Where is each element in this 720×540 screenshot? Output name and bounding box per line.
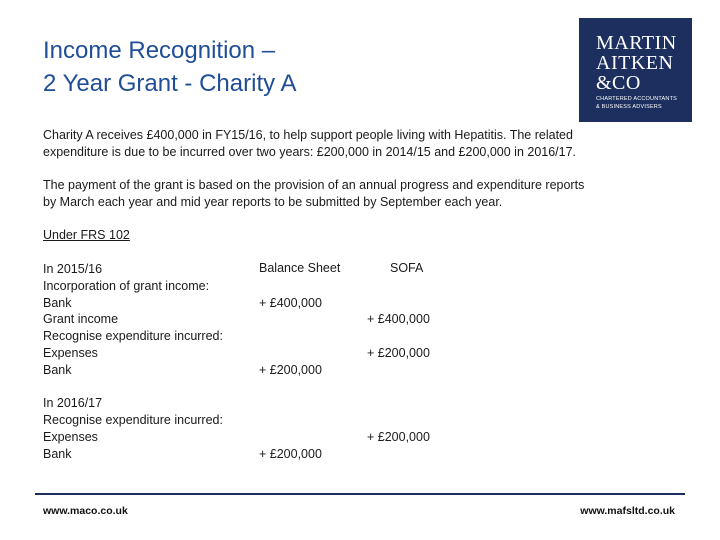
payment-paragraph <box>43 177 683 211</box>
logo-line-2: AITKEN <box>596 52 674 74</box>
balance-sheet-value: + £400,000 <box>259 295 322 310</box>
logo-tagline-2: & BUSINESS ADVISERS <box>596 104 662 110</box>
intro-line-1: Charity A receives £400,000 in FY15/16, to help support people living with Hepatitis. The related <box>43 128 573 142</box>
balance-sheet-value <box>259 379 322 396</box>
logo-tagline-1: CHARTERED ACCOUNTANTS <box>596 96 678 102</box>
entry-label: Expenses <box>43 429 98 444</box>
entry-label: Grant income <box>43 312 119 327</box>
slide-title-line-1: Income Recognition – <box>43 37 276 64</box>
intro-line-2: expenditure is due to be incurred over two years: £200,000 in 2014/15 and £200,000 in 2016/17. <box>43 145 577 159</box>
entry-labels-column <box>43 261 223 463</box>
sofa-value <box>367 295 430 312</box>
logo-tagline <box>596 95 677 111</box>
balance-sheet-value <box>259 345 322 362</box>
balance-sheet-value <box>259 261 322 278</box>
balance-sheet-value: + £200,000 <box>259 362 322 377</box>
logo-line-3: &CO <box>596 72 641 94</box>
logo-wordmark <box>596 33 677 93</box>
sofa-value <box>367 412 430 429</box>
sofa-value: + £200,000 <box>367 429 430 444</box>
sofa-value <box>367 328 430 345</box>
sofa-header: SOFA <box>390 261 424 275</box>
martin-aitken-logo <box>579 18 692 122</box>
balance-sheet-value <box>259 311 322 328</box>
sofa-column <box>367 261 430 463</box>
slide-title-line-2: 2 Year Grant - Charity A <box>43 70 297 97</box>
balance-sheet-value: + £200,000 <box>259 446 322 461</box>
logo-line-1: MARTIN <box>596 32 677 54</box>
payment-line-1: The payment of the grant is based on the provision of an annual progress and expenditure reports <box>43 178 585 192</box>
entry-label: Recognise expenditure incurred: <box>43 413 223 428</box>
footer-divider <box>35 493 685 495</box>
footer-link-mafsltd[interactable]: www.mafsltd.co.uk <box>580 505 675 517</box>
balance-sheet-header: Balance Sheet <box>259 261 341 275</box>
balance-sheet-value <box>259 429 322 446</box>
sofa-value: + £400,000 <box>367 312 430 327</box>
balance-sheet-column <box>259 261 322 463</box>
balance-sheet-value <box>259 278 322 295</box>
entry-label <box>43 379 223 396</box>
sofa-value <box>367 446 430 463</box>
payment-line-2: by March each year and mid year reports to be submitted by September each year. <box>43 195 503 209</box>
entry-label: Bank <box>43 295 72 310</box>
entry-label: Bank <box>43 362 72 377</box>
entry-label: In 2016/17 <box>43 396 103 411</box>
sofa-value <box>367 278 430 295</box>
entry-label: In 2015/16 <box>43 262 103 276</box>
balance-sheet-value <box>259 328 322 345</box>
footer-link-maco[interactable]: www.maco.co.uk <box>43 505 128 517</box>
balance-sheet-value <box>259 412 322 429</box>
intro-paragraph <box>43 127 683 161</box>
entry-label: Incorporation of grant income: <box>43 278 210 293</box>
sofa-value <box>367 379 430 396</box>
sofa-value <box>367 362 430 379</box>
entry-label: Expenses <box>43 345 98 360</box>
slide-title <box>43 34 296 100</box>
entry-label: Recognise expenditure incurred: <box>43 329 223 344</box>
sofa-value <box>367 395 430 412</box>
sofa-value <box>367 261 430 278</box>
balance-sheet-value <box>259 395 322 412</box>
entry-label: Bank <box>43 446 72 461</box>
section-heading: Under FRS 102 <box>43 228 130 242</box>
sofa-value: + £200,000 <box>367 345 430 360</box>
